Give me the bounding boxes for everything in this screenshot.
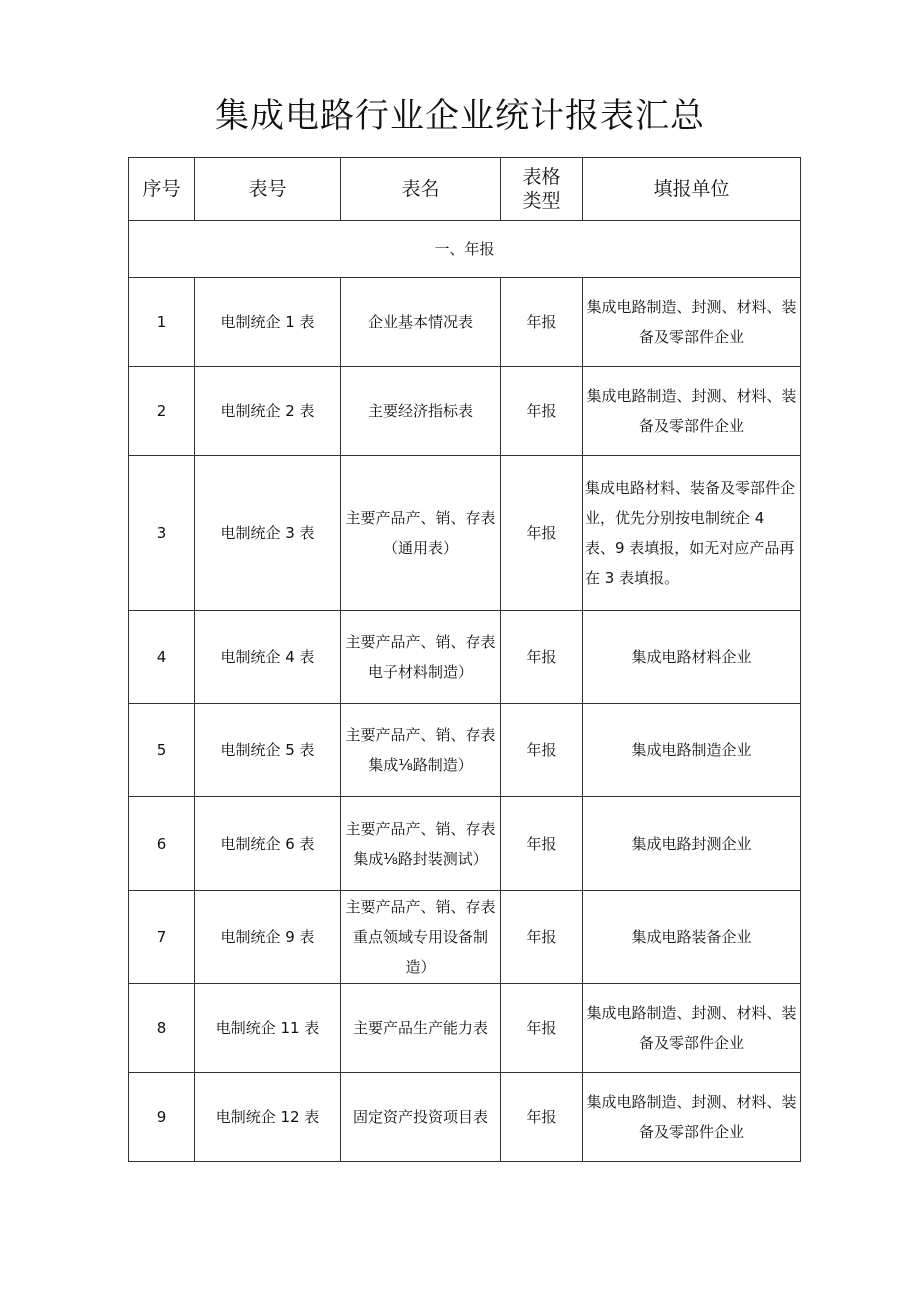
- row-name: 固定资产投资项目表: [341, 1073, 501, 1162]
- table-row: [129, 984, 801, 1073]
- row-code: 电制统企 6 表: [195, 797, 341, 891]
- row-type: 年报: [501, 611, 583, 704]
- section-row: [129, 221, 801, 278]
- table-row: [129, 797, 801, 891]
- row-seq: 4: [129, 611, 195, 704]
- row-seq: 9: [129, 1073, 195, 1162]
- row-seq: 6: [129, 797, 195, 891]
- table-row: [129, 367, 801, 456]
- row-unit: 集成电路材料、装备及零部件企业，优先分别按电制统企 4 表、9 表填报，如无对应产品再在 3 表填报。: [583, 456, 801, 611]
- row-code: 电制统企 9 表: [195, 891, 341, 984]
- row-type: 年报: [501, 797, 583, 891]
- row-unit: 集成电路材料企业: [583, 611, 801, 704]
- page-title: 集成电路行业企业统计报表汇总: [215, 96, 705, 136]
- header-name: 表名: [341, 158, 501, 221]
- row-type: 年报: [501, 704, 583, 797]
- row-unit: 集成电路封测企业: [583, 797, 801, 891]
- table-row: [129, 704, 801, 797]
- row-code: 电制统企 3 表: [195, 456, 341, 611]
- row-type: 年报: [501, 278, 583, 367]
- row-code: 电制统企 4 表: [195, 611, 341, 704]
- header-row: [129, 158, 801, 221]
- header-type-line1: 表格: [522, 166, 561, 188]
- table-row: [129, 611, 801, 704]
- table-row: [129, 278, 801, 367]
- row-name: 主要产品产、销、存表集成⅛路封装测试）: [341, 797, 501, 891]
- row-seq: 7: [129, 891, 195, 984]
- header-code: 表号: [195, 158, 341, 221]
- row-unit: 集成电路制造、封测、材料、装备及零部件企业: [583, 1073, 801, 1162]
- row-seq: 3: [129, 456, 195, 611]
- table-row: [129, 1073, 801, 1162]
- row-code: 电制统企 12 表: [195, 1073, 341, 1162]
- table-row: [129, 456, 801, 611]
- header-type: [501, 158, 583, 221]
- row-unit: 集成电路制造、封测、材料、装备及零部件企业: [583, 367, 801, 456]
- row-unit: 集成电路装备企业: [583, 891, 801, 984]
- row-unit: 集成电路制造、封测、材料、装备及零部件企业: [583, 984, 801, 1073]
- row-name: 主要产品产、销、存表（通用表）: [341, 456, 501, 611]
- row-name: 主要产品产、销、存表重点领域专用设备制造）: [341, 891, 501, 984]
- row-unit: 集成电路制造企业: [583, 704, 801, 797]
- row-seq: 8: [129, 984, 195, 1073]
- section-label: 一、年报: [129, 221, 801, 278]
- row-seq: 5: [129, 704, 195, 797]
- row-seq: 2: [129, 367, 195, 456]
- row-name: 主要产品产、销、存表电子材料制造）: [341, 611, 501, 704]
- row-type: 年报: [501, 984, 583, 1073]
- row-name: 主要产品产、销、存表集成⅛路制造）: [341, 704, 501, 797]
- row-type: 年报: [501, 891, 583, 984]
- row-type: 年报: [501, 367, 583, 456]
- header-unit: 填报单位: [583, 158, 801, 221]
- row-type: 年报: [501, 456, 583, 611]
- row-code: 电制统企 5 表: [195, 704, 341, 797]
- row-seq: 1: [129, 278, 195, 367]
- row-unit: 集成电路制造、封测、材料、装备及零部件企业: [583, 278, 801, 367]
- table-row: [129, 891, 801, 984]
- row-name: 主要经济指标表: [341, 367, 501, 456]
- summary-table: [128, 157, 801, 1162]
- header-type-line2: 类型: [522, 190, 561, 212]
- row-name: 企业基本情况表: [341, 278, 501, 367]
- row-code: 电制统企 11 表: [195, 984, 341, 1073]
- row-name: 主要产品生产能力表: [341, 984, 501, 1073]
- header-seq: 序号: [129, 158, 195, 221]
- row-code: 电制统企 2 表: [195, 367, 341, 456]
- row-type: 年报: [501, 1073, 583, 1162]
- row-code: 电制统企 1 表: [195, 278, 341, 367]
